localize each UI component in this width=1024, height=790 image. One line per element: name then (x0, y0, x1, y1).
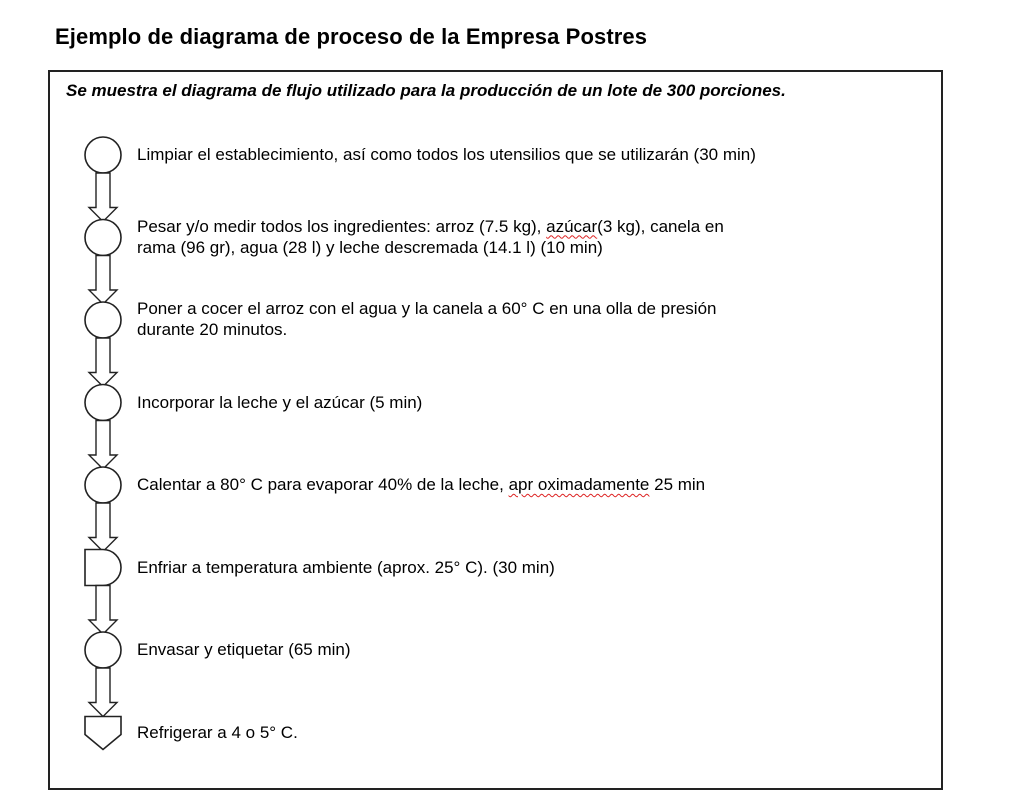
operation-symbol (85, 385, 121, 421)
step-line: Calentar a 80° C para evaporar 40% de la leche, apr oximadamente 25 min (137, 475, 706, 494)
spellcheck-underline: azúcar (546, 216, 598, 236)
step-text (137, 722, 907, 743)
step-text (137, 144, 907, 165)
step-line: Incorporar la leche y el azúcar (5 min) (137, 392, 423, 412)
operation-symbol (85, 137, 121, 173)
step-text (137, 639, 907, 660)
storage-symbol (85, 717, 121, 750)
flow-arrow (89, 338, 117, 387)
delay-symbol (85, 550, 121, 586)
flow-arrow (89, 173, 117, 222)
step-line: Limpiar el establecimiento, así como todos los utensilios que se utilizarán (30 min) (137, 145, 756, 164)
step-text (137, 216, 907, 258)
operation-symbol (85, 302, 121, 338)
operation-symbol (85, 467, 121, 503)
step-line: durante 20 minutos. (137, 320, 288, 339)
operation-symbol (85, 220, 121, 256)
step-text (137, 298, 907, 340)
step-text (137, 557, 907, 578)
flow-arrow (89, 668, 117, 717)
step-line: Pesar y/o medir todos los ingredientes: arroz (7.5 kg), azúcar(3 kg), canela en (137, 216, 724, 236)
step-text (137, 474, 907, 495)
operation-symbol (85, 632, 121, 668)
step-line: Envasar y etiquetar (65 min) (137, 640, 351, 659)
flow-arrow (89, 421, 117, 470)
step-line: rama (96 gr), agua (28 l) y leche descremada (14.1 l) (10 min) (137, 237, 603, 257)
step-line: Refrigerar a 4 o 5° C. (137, 722, 298, 742)
page-title: Ejemplo de diagrama de proceso de la Empresa Postres (55, 24, 648, 49)
step-line: Enfriar a temperatura ambiente (aprox. 25° C). (30 min) (137, 557, 555, 577)
step-line: Poner a cocer el arroz con el agua y la canela a 60° C en una olla de presión (137, 299, 717, 318)
spellcheck-underline: apr oximadamente (508, 475, 650, 494)
step-text (137, 392, 907, 413)
flow-arrow (89, 256, 117, 305)
flow-arrow (89, 586, 117, 635)
diagram-intro: Se muestra el diagrama de flujo utilizado para la producción de un lote de 300 porciones. (66, 81, 786, 100)
flow-arrow (89, 503, 117, 552)
